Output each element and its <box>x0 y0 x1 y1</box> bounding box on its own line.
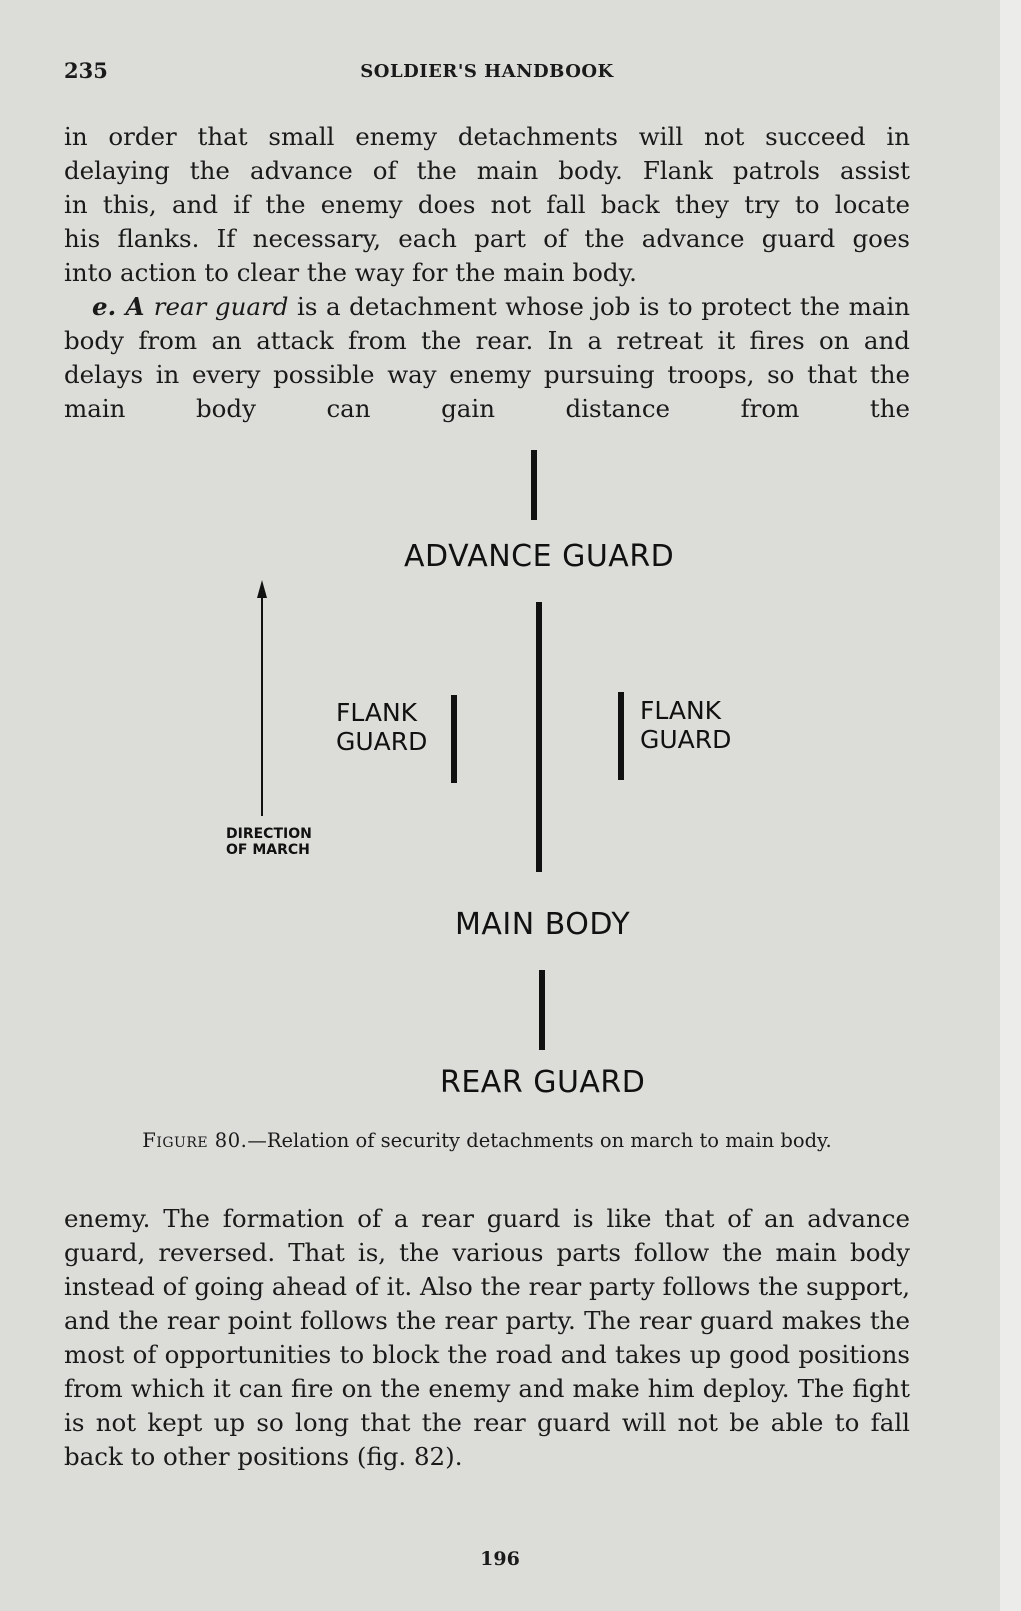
text-line: his flanks. If necessary, each part of the advance guard goes <box>64 224 910 253</box>
page-gutter <box>1000 0 1021 1611</box>
paragraph-text: is a detachment whose job is to protect the main body from an attack from the rear. In a retreat it fires on and delays in every possible way enemy pursuing troops, so that the main body can gain distance from the <box>64 292 911 423</box>
direction-arrow <box>254 580 270 816</box>
page-number: 235 <box>64 58 108 83</box>
rear-guard-label: REAR GUARD <box>440 1065 646 1100</box>
text-line: into action to clear the way for the main body. <box>64 258 637 287</box>
body-text-bottom: enemy. The formation of a rear guard is like that of an advance guard, reversed. That is, the various parts follow the main body instead of going ahead of it. Also the rear party follows the support, and the rear point follows the rear party. The rear guard makes the most of opportunities to block the road and takes up good positions from which it can fire on the enemy and make him deploy. The fight is not kept up so long that the rear guard will not be able to fall back to other positions (fig. 82). <box>64 1204 910 1471</box>
paragraph-letter: e. A <box>92 292 154 321</box>
advance-point-bar <box>531 450 537 520</box>
text-line: in this, and if the enemy does not fall back they try to locate <box>64 190 910 219</box>
right-flank-guard-label <box>640 697 731 755</box>
advance-guard-label: ADVANCE GUARD <box>404 539 675 574</box>
flank-right-line-1: FLANK <box>640 696 722 725</box>
left-flank-guard-label <box>336 699 427 757</box>
right-flank-bar <box>618 692 624 780</box>
flank-left-line-2: GUARD <box>336 726 428 756</box>
direction-line-2: OF MARCH <box>226 842 310 859</box>
direction-of-march-label <box>226 826 312 858</box>
text-line: delaying the advance of the main body. Flank patrols assist <box>64 156 910 185</box>
body-text-top <box>64 120 910 426</box>
left-flank-bar <box>451 695 457 783</box>
rear-column-bar <box>539 970 545 1050</box>
figure-number: Figure 80. <box>142 1129 248 1152</box>
direction-line-1: DIRECTION <box>226 826 312 842</box>
text-line: in order that small enemy detachments will not succeed in <box>64 122 910 151</box>
caption-text: —Relation of security detachments on march to main body. <box>247 1129 832 1152</box>
figure-caption <box>64 1126 910 1156</box>
folio-number: 196 <box>480 1548 520 1570</box>
flank-left-line-1: FLANK <box>336 698 418 727</box>
page-header <box>64 58 910 88</box>
running-title: SOLDIER'S HANDBOOK <box>360 61 614 82</box>
main-body-label: MAIN BODY <box>455 907 631 942</box>
main-column-bar <box>536 602 542 872</box>
defined-term: rear guard <box>153 292 289 321</box>
rear-guard-paragraph <box>64 290 910 426</box>
flank-right-line-2: GUARD <box>640 724 732 754</box>
